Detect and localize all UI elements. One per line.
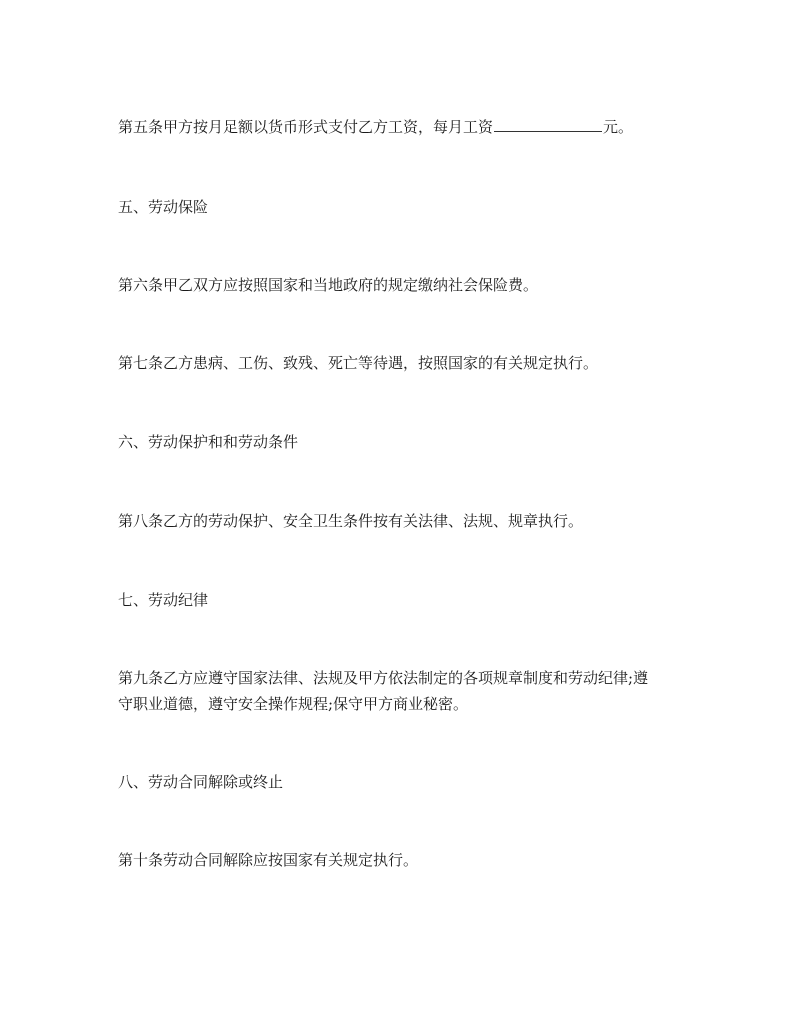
article-6: 第六条甲乙双方应按照国家和当地政府的规定缴纳社会保险费。	[118, 276, 539, 294]
article-9-line-2: 守职业道德，遵守安全操作规程;保守甲方商业秘密。	[118, 695, 469, 713]
article-5-suffix: 元。	[603, 118, 634, 136]
article-5	[118, 113, 678, 141]
article-7: 第七条乙方患病、工伤、致残、死亡等待遇，按照国家的有关规定执行。	[118, 354, 599, 372]
article-8: 第八条乙方的劳动保护、安全卫生条件按有关法律、法规、规章执行。	[118, 512, 584, 530]
section-8-heading: 八、劳动合同解除或终止	[118, 773, 284, 791]
section-5-heading: 五、劳动保险	[118, 198, 209, 216]
section-7-heading: 七、劳动纪律	[118, 591, 209, 609]
salary-blank-field	[494, 113, 602, 132]
section-6-heading: 六、劳动保护和和劳动条件	[118, 433, 299, 451]
article-5-text: 第五条甲方按月足额以货币形式支付乙方工资，每月工资	[118, 118, 494, 136]
article-10: 第十条劳动合同解除应按国家有关规定执行。	[118, 851, 419, 869]
article-9-line-1: 第九条乙方应遵守国家法律、法规及甲方依法制定的各项规章制度和劳动纪律;遵	[118, 669, 649, 687]
